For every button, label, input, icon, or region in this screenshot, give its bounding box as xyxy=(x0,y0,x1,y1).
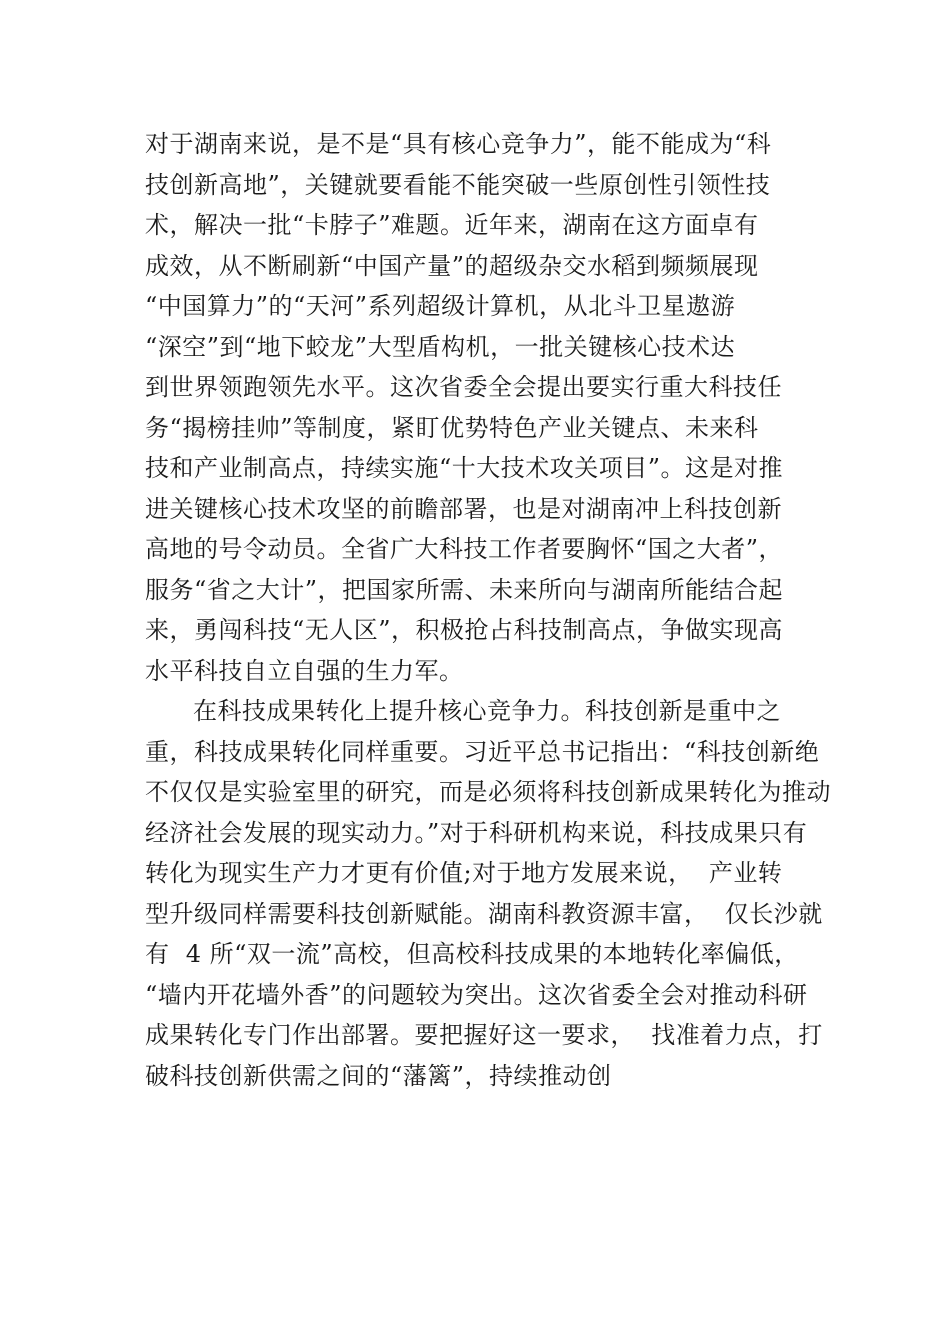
text-line: 破科技创新供需之间的“藩篱”，持续推动创 xyxy=(145,1061,612,1090)
text-line: “深空”到“地下蛟龙”大型盾构机，一批关键核心技术达 xyxy=(145,332,736,361)
paragraph-1 xyxy=(145,124,825,691)
text-line: 到世界领跑领先水平。这次省委全会提出要实行重大科技任 xyxy=(145,373,782,401)
text-line: 技和产业制高点，持续实施“十大技术攻关项目”。这是对推 xyxy=(145,454,784,482)
text-line: 术，解决一批“卡脖子”难题。近年来，湖南在这方面卓有 xyxy=(145,211,759,239)
text-line: “墙内开花墙外香”的问题较为突出。这次省委全会对推动科研 xyxy=(145,980,808,1009)
text-line: 对于湖南来说，是不是“具有核心竞争力”，能不能成为“科 xyxy=(145,130,772,158)
text-line: 型升级同样需要科技创新赋能。湖南科教资源丰富， 仅长沙就 xyxy=(145,899,823,928)
text-line: 有 4 所“双一流”高校，但高校科技成果的本地转化率偏低， xyxy=(145,940,799,968)
text-line: “中国算力”的“天河”系列超级计算机，从北斗卫星遨游 xyxy=(145,292,736,320)
text-line: 不仅仅是实验室里的研究，而是必须将科技创新成果转化为推动 xyxy=(145,778,831,806)
text-line: 来，勇闯科技“无人区”，积极抢占科技制高点，争做实现高 xyxy=(145,616,784,644)
text-line: 转化为现实生产力才更有价值;对于地方发展来说， 产业转 xyxy=(145,859,783,887)
text-line: 服务“省之大计”，把国家所需、未来所向与湖南所能结合起 xyxy=(145,575,784,604)
text-line: 技创新高地”，关键就要看能不能突破一些原创性引领性技 xyxy=(145,170,771,199)
text-line: 成果转化专门作出部署。要把握好这一要求， 找准着力点，打 xyxy=(145,1021,823,1049)
body-text xyxy=(145,124,831,1096)
text-line: 务“揭榜挂帅”等制度，紧盯优势特色产业关键点、未来科 xyxy=(145,413,759,442)
paragraph-2 xyxy=(145,691,831,1096)
text-line: 水平科技自立自强的生力军。 xyxy=(145,656,464,685)
text-line: 经济社会发展的现实动力。”对于科研机构来说，科技成果只有 xyxy=(145,818,808,847)
text-line: 成效，从不断刷新“中国产量”的超级杂交水稻到频频展现 xyxy=(145,251,759,280)
text-line: 重，科技成果转化同样重要。习近平总书记指出：“科技创新绝 xyxy=(145,737,820,766)
text-line: 高地的号令动员。全省广大科技工作者要胸怀“国之大者”， xyxy=(145,535,784,563)
text-line: 在科技成果转化上提升核心竞争力。科技创新是重中之 xyxy=(193,697,781,725)
text-line: 进关键核心技术攻坚的前瞻部署，也是对湖南冲上科技创新 xyxy=(145,494,782,523)
